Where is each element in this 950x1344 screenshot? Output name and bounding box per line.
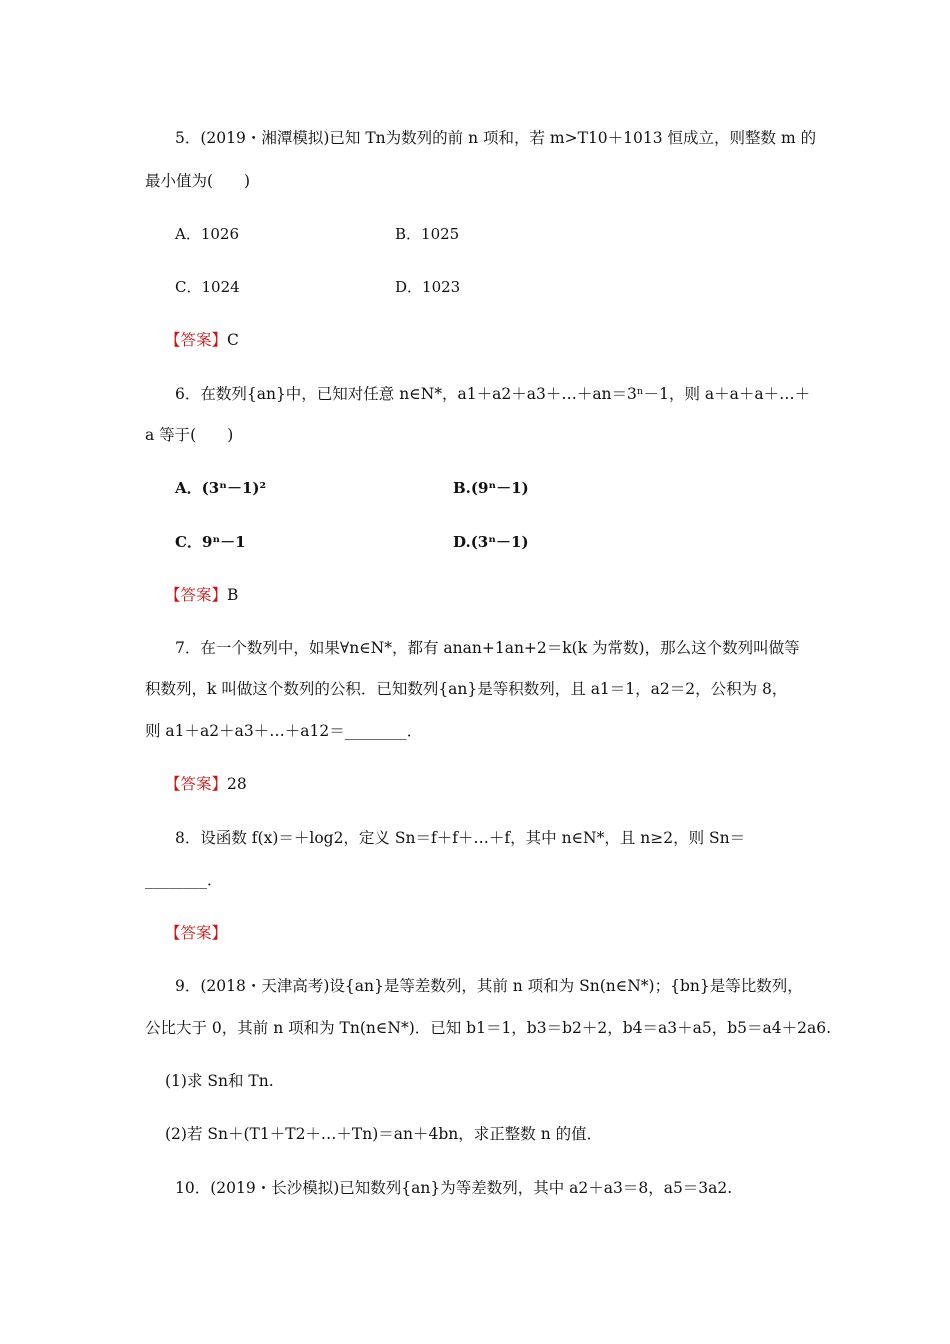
q9-subquestion-1: (1)求 Sn和 Tn. [165, 1072, 274, 1090]
q9-subquestion-2: (2)若 Sn＋(T1＋T2＋…＋Tn)＝an＋4bn，求正整数 n 的值． [165, 1125, 603, 1143]
q6-option-a: A．(3ⁿ－1)² [175, 479, 267, 497]
q6-option-c: C．9ⁿ－1 [175, 533, 246, 551]
q9-line2: 公比大于 0，其前 n 项和为 Tn(n∈N*)．已知 b1＝1，b3＝b2＋2，b4＝a3＋a5，b5＝a4＋2a6. [145, 1019, 832, 1037]
q5-option-c: C．1024 [175, 278, 240, 296]
answer-tag: 【答案】 [165, 331, 228, 349]
q8-line1: 8．设函数 f(x)＝＋log2，定义 Sn＝f＋f＋…＋f，其中 n∈N*，且 n≥2，则 Sn＝ [175, 829, 746, 847]
answer-value: B [227, 586, 239, 604]
q6-option-d: D.(3ⁿ－1) [453, 533, 529, 551]
q7-line1: 7．在一个数列中，如果∀n∈N*，都有 anan+1an+2＝k(k 为常数)，那么这个数列叫做等 [175, 639, 800, 657]
q9-line1: 9．(2018・天津高考)设{an}是等差数列，其前 n 项和为 Sn(n∈N*)；{bn}是等比数列， [175, 977, 803, 995]
answer-tag: 【答案】 [165, 775, 228, 793]
q7-line3: 则 a1＋a2＋a3＋…＋a12＝________． [145, 722, 423, 740]
q6-answer [165, 584, 238, 606]
q7-answer [165, 773, 247, 795]
q6-line1: 6．在数列{an}中，已知对任意 n∈N*，a1＋a2＋a3＋…＋an＝3ⁿ－1，则 a＋a＋a＋…＋ [175, 385, 811, 403]
q5-line1: 5．(2019・湘潭模拟)已知 Tn为数列的前 n 项和，若 m>T10＋1013 恒成立，则整数 m 的 [175, 129, 817, 147]
q5-answer [165, 329, 239, 351]
q6-option-b: B.(9ⁿ－1) [453, 479, 529, 497]
q6-line2: a 等于( ) [145, 426, 234, 444]
q5-option-d: D．1023 [395, 278, 461, 296]
q10-line1: 10．(2019・长沙模拟)已知数列{an}为等差数列，其中 a2＋a3＝8，a5＝3a2. [175, 1179, 733, 1197]
answer-value: C [227, 331, 239, 349]
q5-option-b: B．1025 [395, 225, 460, 243]
answer-tag: 【答案】 [165, 924, 228, 942]
q8-answer [165, 922, 227, 944]
q7-line2: 积数列，k 叫做这个数列的公积．已知数列{an}是等积数列，且 a1＝1，a2＝2，公积为 8， [145, 680, 788, 698]
q5-line2: 最小值为( ) [145, 172, 251, 190]
answer-tag: 【答案】 [165, 586, 228, 604]
q8-line2: ________． [145, 871, 223, 889]
q5-option-a: A．1026 [175, 225, 240, 243]
answer-value: 28 [227, 775, 247, 793]
